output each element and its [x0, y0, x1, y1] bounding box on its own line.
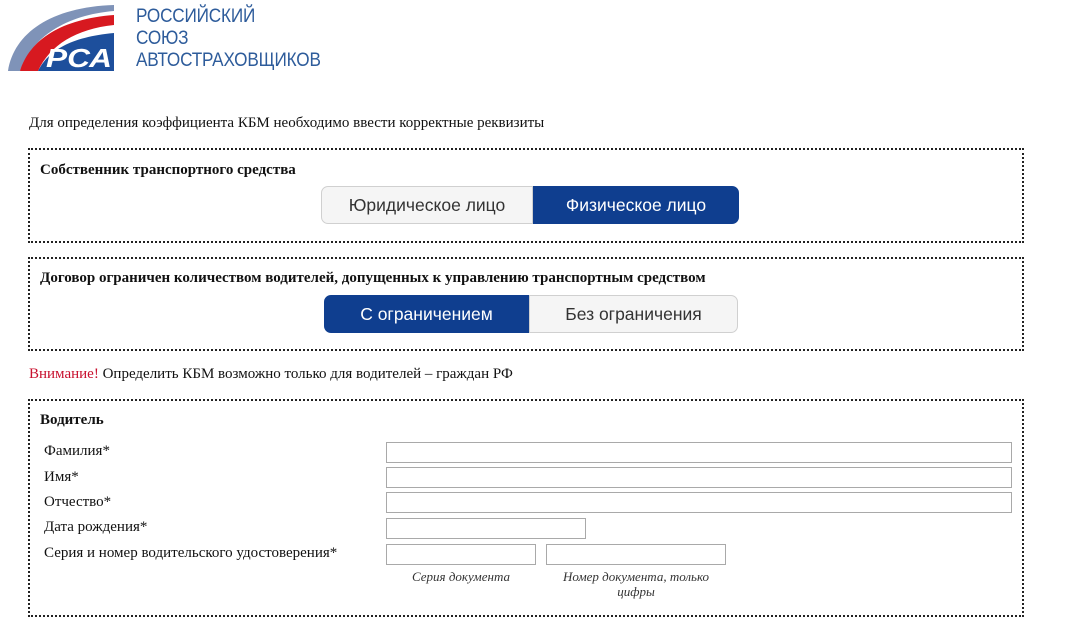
rsa-logo: [6, 3, 321, 75]
warning-message: [29, 366, 513, 383]
patronymic-label: Отчество*: [44, 494, 112, 510]
license-series-input[interactable]: [386, 544, 536, 565]
intro-text: Для определения коэффициента КБМ необходимо ввести корректные реквизиты: [29, 115, 545, 131]
patronymic-input[interactable]: [386, 492, 1012, 513]
driver-section: [28, 399, 1024, 617]
birth-date-input[interactable]: [386, 518, 586, 539]
first-name-input[interactable]: [386, 467, 1012, 488]
owner-section-title: Собственник транспортного средства: [40, 162, 296, 178]
owner-individual-button[interactable]: Физическое лицо: [533, 186, 739, 224]
first-name-label: Имя*: [44, 469, 79, 485]
owner-section: [28, 148, 1024, 243]
license-label: Серия и номер водительского удостоверения*: [44, 545, 338, 561]
owner-type-toggle: [321, 186, 739, 224]
logo-line-2: СОЮЗ: [136, 27, 189, 49]
logo-line-3: АВТОСТРАХОВЩИКОВ: [136, 49, 321, 71]
birth-date-label: Дата рождения*: [44, 519, 148, 535]
drivers-limit-section-title: Договор ограничен количеством водителей, допущенных к управлению транспортным средством: [40, 270, 706, 286]
license-number-input[interactable]: [546, 544, 726, 565]
logo-line-1: РОССИЙСКИЙ: [136, 5, 256, 27]
drivers-limit-section: [28, 257, 1024, 351]
driver-section-title: Водитель: [40, 412, 104, 428]
drivers-limit-toggle: [324, 295, 738, 333]
rsa-logo-mark-icon: [6, 3, 126, 75]
rsa-logo-text: [136, 5, 321, 71]
without-limit-button[interactable]: Без ограничения: [529, 295, 738, 333]
license-series-hint: Серия документа: [412, 569, 510, 584]
last-name-label: Фамилия*: [44, 443, 110, 459]
license-number-hint: Номер документа, только цифры: [562, 569, 710, 599]
owner-legal-entity-button[interactable]: Юридическое лицо: [321, 186, 533, 224]
rsa-logo-abbr: РСА: [46, 43, 112, 73]
warning-label: Внимание!: [29, 366, 99, 382]
last-name-input[interactable]: [386, 442, 1012, 463]
with-limit-button[interactable]: С ограничением: [324, 295, 529, 333]
warning-text: Определить КБМ возможно только для водителей – граждан РФ: [98, 366, 513, 382]
